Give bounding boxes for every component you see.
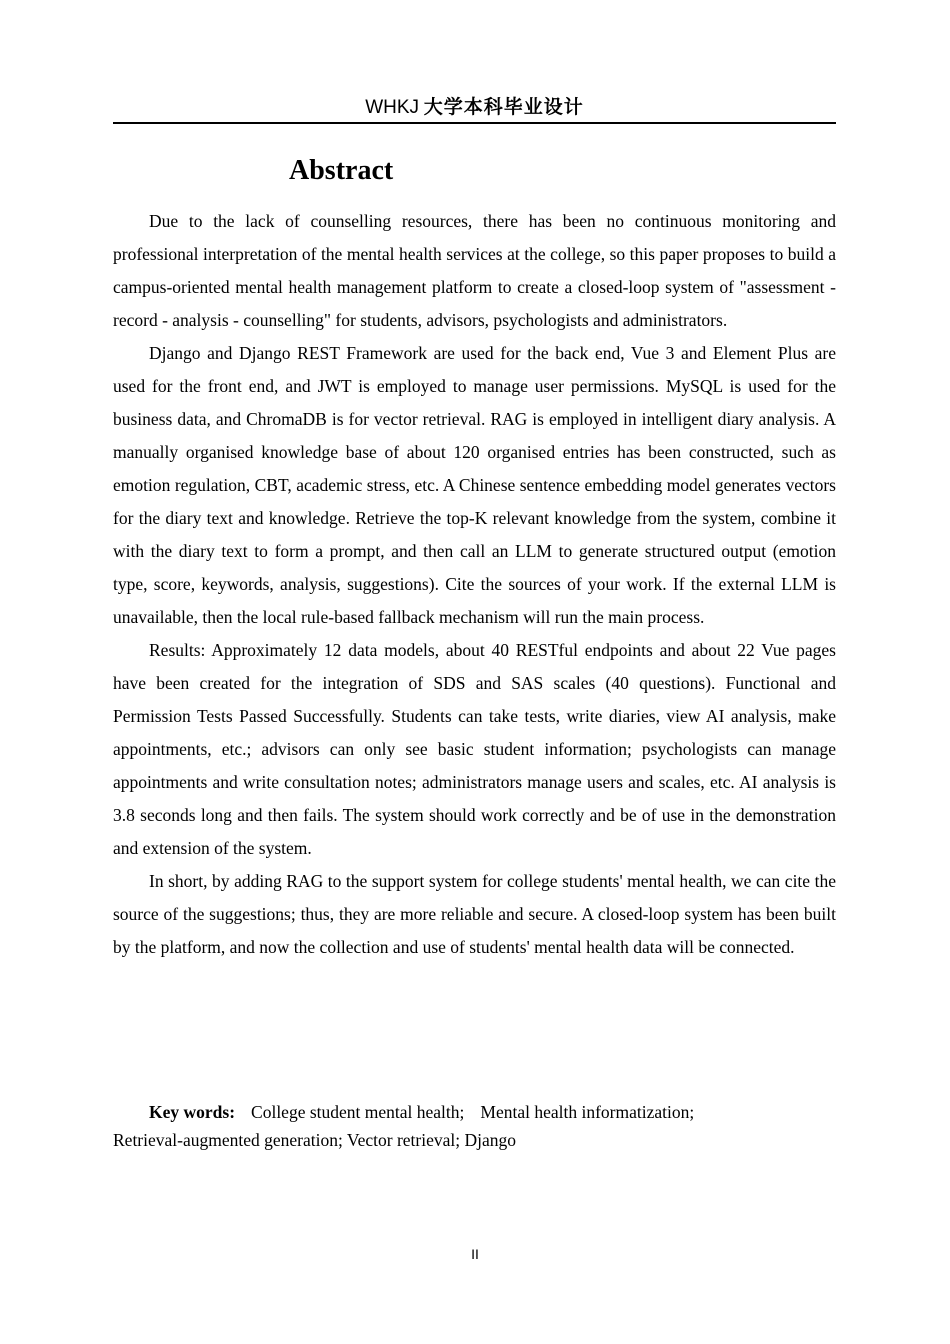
keyword-item: College student mental health; <box>251 1102 465 1122</box>
abstract-paragraph-4: In short, by adding RAG to the support system for college students' mental health, we can cite the source of the suggestions; thus, they are more reliable and secure. A closed-loop system has been built by the platform, and now the collection and use of students' mental health data will be connected. <box>113 871 836 957</box>
page-number: II <box>471 1246 479 1262</box>
header-institution: WHKJ <box>365 97 420 118</box>
abstract-paragraph-1: Due to the lack of counselling resources, there has been no continuous monitoring and professional interpretation of the mental health services at the college, so this paper proposes to build a campus-oriented mental health management platform to create a closed-loop system of "assessment - record - analysis - counselling" for students, advisors, psychologists and administrators. <box>113 211 836 330</box>
abstract-paragraph-2: Django and Django REST Framework are used for the back end, Vue 3 and Element Plus are used for the front end, and JWT is employed to manage user permissions. MySQL is used for the business data, and ChromaDB is for vector retrieval. RAG is employed in intelligent diary analysis. A manually organised knowledge base of about 120 organised entries has been constructed, such as emotion regulation, CBT, academic stress, etc. A Chinese sentence embedding model generates vectors for the diary text and knowledge. Retrieve the top-K relevant knowledge from the system, combine it with the diary text to form a prompt, and then call an LLM to generate structured output (emotion type, score, keywords, analysis, suggestions). Cite the sources of your work. If the external LLM is unavailable, then the local rule-based fallback mechanism will run the main process. <box>113 343 836 627</box>
keyword-item: Retrieval-augmented generation; Vector retrieval; Django <box>113 1130 516 1150</box>
running-header <box>113 92 836 124</box>
abstract-title: Abstract <box>289 155 394 186</box>
keywords-block <box>113 1098 836 1154</box>
header-document-type: 大学本科毕业设计 <box>423 96 584 118</box>
keywords-label: Key words: <box>149 1102 236 1122</box>
keyword-item: Mental health informatization; <box>480 1102 695 1122</box>
abstract-body <box>113 205 836 964</box>
abstract-paragraph-3: Results: Approximately 12 data models, about 40 RESTful endpoints and about 22 Vue pages have been created for the integration of SDS and SAS scales (40 questions). Functional and Permission Tests Passed Successfully. Students can take tests, write diaries, view AI analysis, make appointments, etc.; advisors can only see basic student information; psychologists can manage appointments and write consultation notes; administrators manage users and scales, etc. AI analysis is 3.8 seconds long and then fails. The system should work correctly and be of use in the demonstration and extension of the system. <box>113 640 836 858</box>
